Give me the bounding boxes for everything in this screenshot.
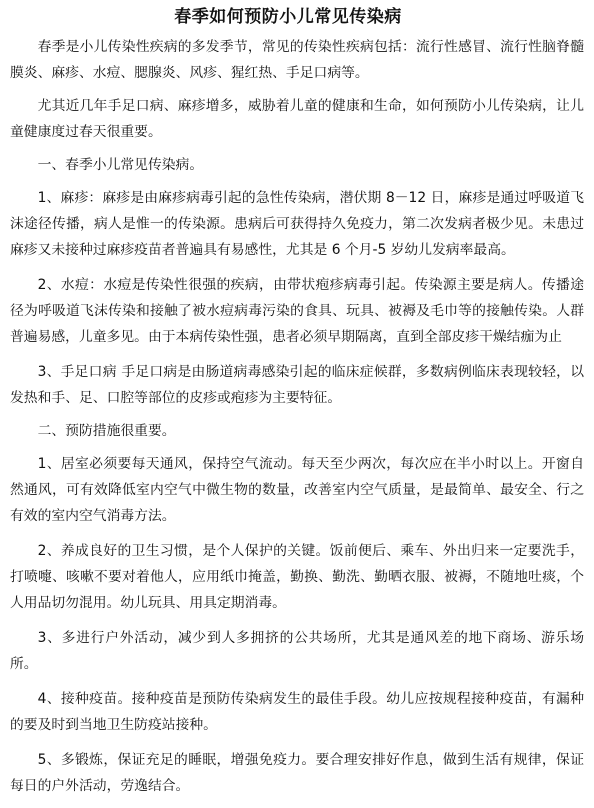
prevention-paragraph: 3、多进行户外活动，减少到人多拥挤的公共场所，尤其是通风差的地下商场、游乐场所。: [10, 630, 584, 672]
intro-paragraph: 尤其近几年手足口病、麻疹增多，威胁着儿童的健康和生命，如何预防小儿传染病，让儿童健康度过春天很重要。: [10, 98, 584, 140]
disease-paragraph-hfmd: 3、手足口病 手足口病是由肠道病毒感染引起的临床症候群，多数病例临床表现较轻，以发热和手、足、口腔等部位的皮疹或疱疹为主要特征。: [10, 364, 584, 406]
disease-paragraph-measles: 1、麻疹：麻疹是由麻疹病毒引起的急性传染病，潜伏期 8－12 日，麻疹是通过呼吸道飞沫途径传播，病人是惟一的传染源。患病后可获得持久免疫力，第二次发病者极少见。未患过麻疹又未接种过麻疹疫苗者普遍具有易感性，尤其是 6 个月-5 岁幼儿发病率最高。: [10, 190, 584, 258]
prevention-paragraph: 1、居室必须要每天通风，保持空气流动。每天至少两次，每次应在半小时以上。开窗自然通风，可有效降低室内空气中微生物的数量，改善室内空气质量，是最简单、最安全、行之有效的室内空气消毒方法。: [10, 456, 584, 524]
section-heading: 一、春季小儿常见传染病。: [37, 157, 204, 173]
disease-paragraph-chickenpox: 2、水痘：水痘是传染性很强的疾病，由带状疱疹病毒引起。传染源主要是病人。传播途径为呼吸道飞沫传染和接触了被水痘病毒污染的食具、玩具、被褥及毛巾等的接触传染。人群普遍易感，儿童多见。由于本病传染性强，患者必须早期隔离，直到全部皮疹干燥结痂为止: [10, 277, 584, 345]
prevention-paragraph: 5、多锻炼，保证充足的睡眠，增强免疫力。要合理安排好作息，做到生活有规律，保证每日的户外活动，劳逸结合。: [10, 752, 584, 794]
prevention-paragraph: 4、接种疫苗。接种疫苗是预防传染病发生的最佳手段。幼儿应按规程接种疫苗，有漏种的要及时到当地卫生防疫站接种。: [10, 691, 584, 733]
intro-paragraph: 春季是小儿传染性疾病的多发季节，常见的传染性疾病包括：流行性感冒、流行性脑脊髓膜炎、麻疹、水痘、腮腺炎、风疹、猩红热、手足口病等。: [10, 39, 584, 81]
section-heading: 二、预防措施很重要。: [37, 423, 176, 439]
document-title: 春季如何预防小儿常见传染病: [174, 7, 402, 27]
prevention-paragraph: 2、养成良好的卫生习惯，是个人保护的关键。饭前便后、乘车、外出归来一定要洗手，打喷嚏、咳嗽不要对着他人，应用纸巾掩盖，勤换、勤洗、勤晒衣服、被褥，不随地吐痰，个人用品切勿混用。幼儿玩具、用具定期消毒。: [10, 543, 584, 611]
